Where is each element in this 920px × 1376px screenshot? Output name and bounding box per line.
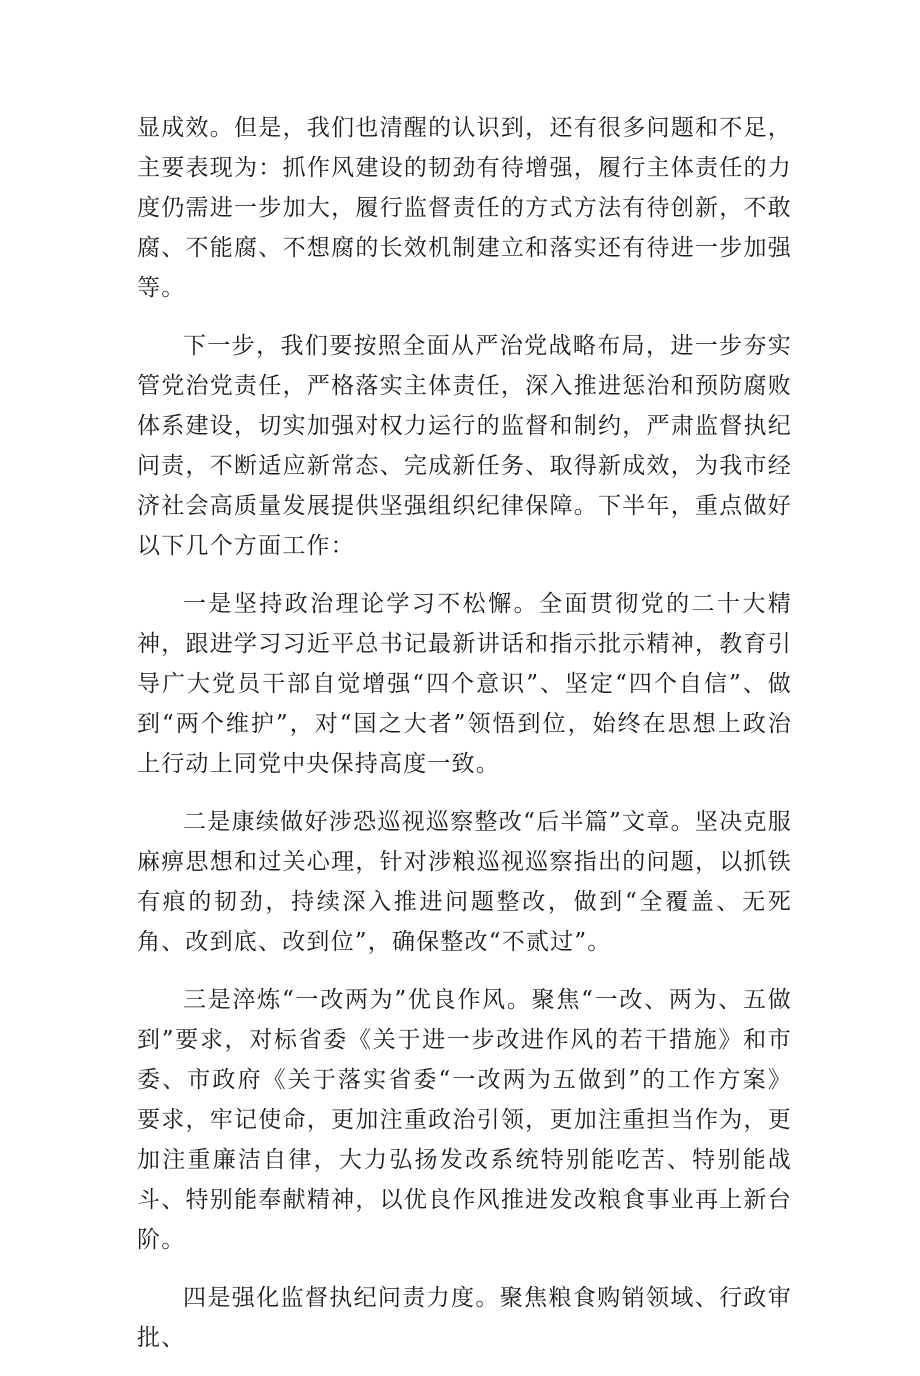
paragraph-item-one: 一是坚持政治理论学习不松懈。全面贯彻党的二十大精神，跟进学习习近平总书记最新讲话和指示批示精神，教育引导广大党员干部自觉增强“四个意识”、坚定“四个自信”、做到“两个维护”，对“国之大者”领悟到位，始终在思想上政治上行动上同党中央保持高度一致。 (137, 591, 792, 777)
paragraph-item-two: 二是康续做好涉恐巡视巡察整改“后半篇”文章。坚决克服麻痹思想和过关心理，针对涉粮巡视巡察指出的问题，以抓铁有痕的韧劲，持续深入推进问题整改，做到“全覆盖、无死角、改到底、改到位”，确保整改“不贰过”。 (137, 809, 792, 955)
paragraph-next-steps: 下一步，我们要按照全面从严治党战略布局，进一步夯实管党治党责任，严格落实主体责任，深入推进惩治和预防腐败体系建设，切实加强对权力运行的监督和制约，严肃监督执纪问责，不断适应新常态、完成新任务、取得新成效，为我市经济社会高质量发展提供坚强组织纪律保障。下半年，重点做好以下几个方面工作： (137, 333, 792, 559)
paragraph-item-four: 四是强化监督执纪问责力度。聚焦粮食购销领域、行政审批、 (137, 1285, 792, 1351)
paragraph-continuation: 显成效。但是，我们也清醒的认识到，还有很多问题和不足，主要表现为：抓作风建设的韧劲有待增强，履行主体责任的力度仍需进一步加大，履行监督责任的方式方法有待创新，不敢腐、不能腐、不想腐的长效机制建立和落实还有待进一步加强等。 (137, 115, 792, 301)
document-body (137, 108, 792, 1376)
paragraph-item-three: 三是淬炼“一改两为”优良作风。聚焦“一改、两为、五做到”要求，对标省委《关于进一步改进作风的若干措施》和市委、市政府《关于落实省委“一改两为五做到”的工作方案》要求，牢记使命，更加注重政治引领，更加注重担当作为，更加注重廉洁自律，大力弘扬发改系统特别能吃苦、特别能战斗、特别能奉献精神，以优良作风推进发改粮食事业再上新台阶。 (137, 987, 792, 1253)
